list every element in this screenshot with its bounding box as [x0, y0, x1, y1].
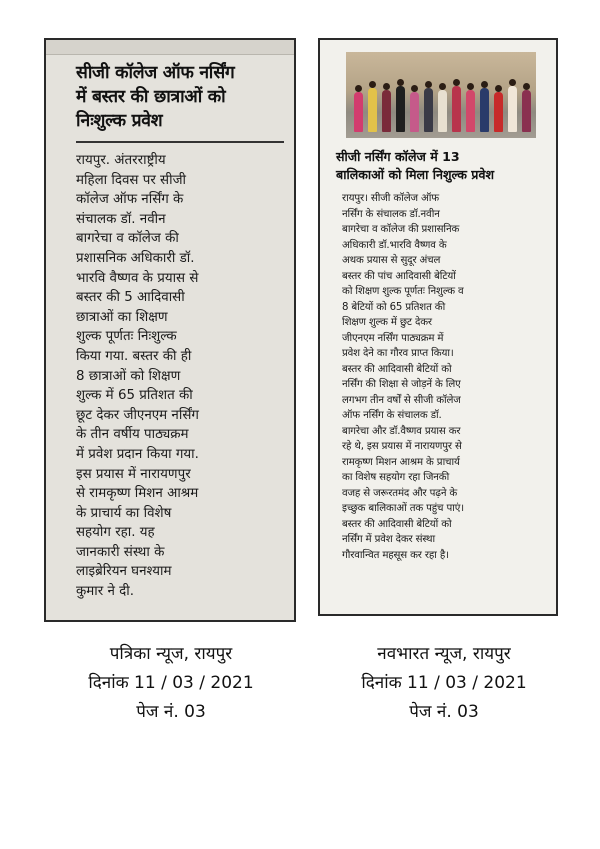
clipping-top-strip [46, 40, 294, 55]
caption-page: पेज नं. 03 [136, 702, 206, 722]
patrika-headline: सीजी कॉलेज ऑफ नर्सिंग में बस्तर की छात्राओं को निःशुल्क प्रवेश [76, 63, 235, 131]
navbharat-article-body: रायपुर। सीजी कॉलेज ऑफ नर्सिंग के संचालक डॉ.नवीन बागरेचा व कॉलेज की प्रशासनिक अधिकारी डॉ.भारवि वैष्णव के अथक प्रयास से सुदूर अंचल बस्तर की पांच आदिवासी बेटियों को शिक्षण शुल्क पूर्णतः निशुल्क व 8 बेटियों को 65 प्रतिशत की शिक्षण शुल्क में छुट देकर जीएनएम नर्सिंग पाठ्यक्रम में प्रवेश देने का गौरव प्राप्त किया। बस्तर की आदिवासी बेटियों को नर्सिंग की शिक्षा से जोड़नें के लिए लगभग तीन वर्षों से सीजी कॉलेज ऑफ नर्सिंग के संचालक डॉ. बागरेचा और डॉ.वैष्णव प्रयास कर रहे थे, इस प्रयास में नारायणपुर से रामकृष्ण मिशन आश्रम के प्राचार्य का विशेष सहयोग रहा जिनकी वजह से जरूरतमंद और पढ़ने के इच्छुक बालिकाओं तक पहुंच पाएं। बस्तर की आदिवासी बेटियों को नर्सिंग में प्रवेश देकर संस्था गौरवान्वित महसूस कर रहा है। [342, 193, 464, 561]
navbharat-caption [320, 640, 568, 727]
patrika-news-clipping [44, 38, 296, 622]
caption-date: दिनांक 11 / 03 / 2021 [361, 673, 527, 693]
patrika-article-body: रायपुर. अंतरराष्ट्रीय महिला दिवस पर सीजी कॉलेज ऑफ नर्सिंग के संचालक डॉ. नवीन बागरेचा व कॉलेज की प्रशासनिक अधिकारी डॉ. भारवि वैष्णव के प्रयास से बस्तर की 5 आदिवासी छात्राओं का शिक्षण शुल्क पूर्णतः निःशुल्क किया गया. बस्तर की ही 8 छात्राओं को शिक्षण शुल्क में 65 प्रतिशत की छूट देकर जीएनएम नर्सिंग के तीन वर्षीय पाठ्यक्रम में प्रवेश प्रदान किया गया. इस प्रयास में नारायणपुर से रामकृष्ण मिशन आश्रम के प्राचार्य का विशेष सहयोग रहा. यह जानकारी संस्था के लाइब्रेरियन घनश्याम कुमार ने दी. [76, 153, 199, 600]
students-group-photo [346, 52, 536, 138]
patrika-caption [52, 640, 290, 727]
caption-date: दिनांक 11 / 03 / 2021 [88, 673, 254, 693]
caption-source: नवभारत न्यूज, रायपुर [377, 644, 511, 664]
caption-page: पेज नं. 03 [409, 702, 479, 722]
headline-divider [76, 141, 284, 143]
navbharat-news-clipping [318, 38, 558, 616]
caption-source: पत्रिका न्यूज, रायपुर [109, 644, 233, 664]
navbharat-headline: सीजी नर्सिंग कॉलेज में 13 बालिकाओं को मिला निशुल्क प्रवेश [336, 149, 495, 182]
